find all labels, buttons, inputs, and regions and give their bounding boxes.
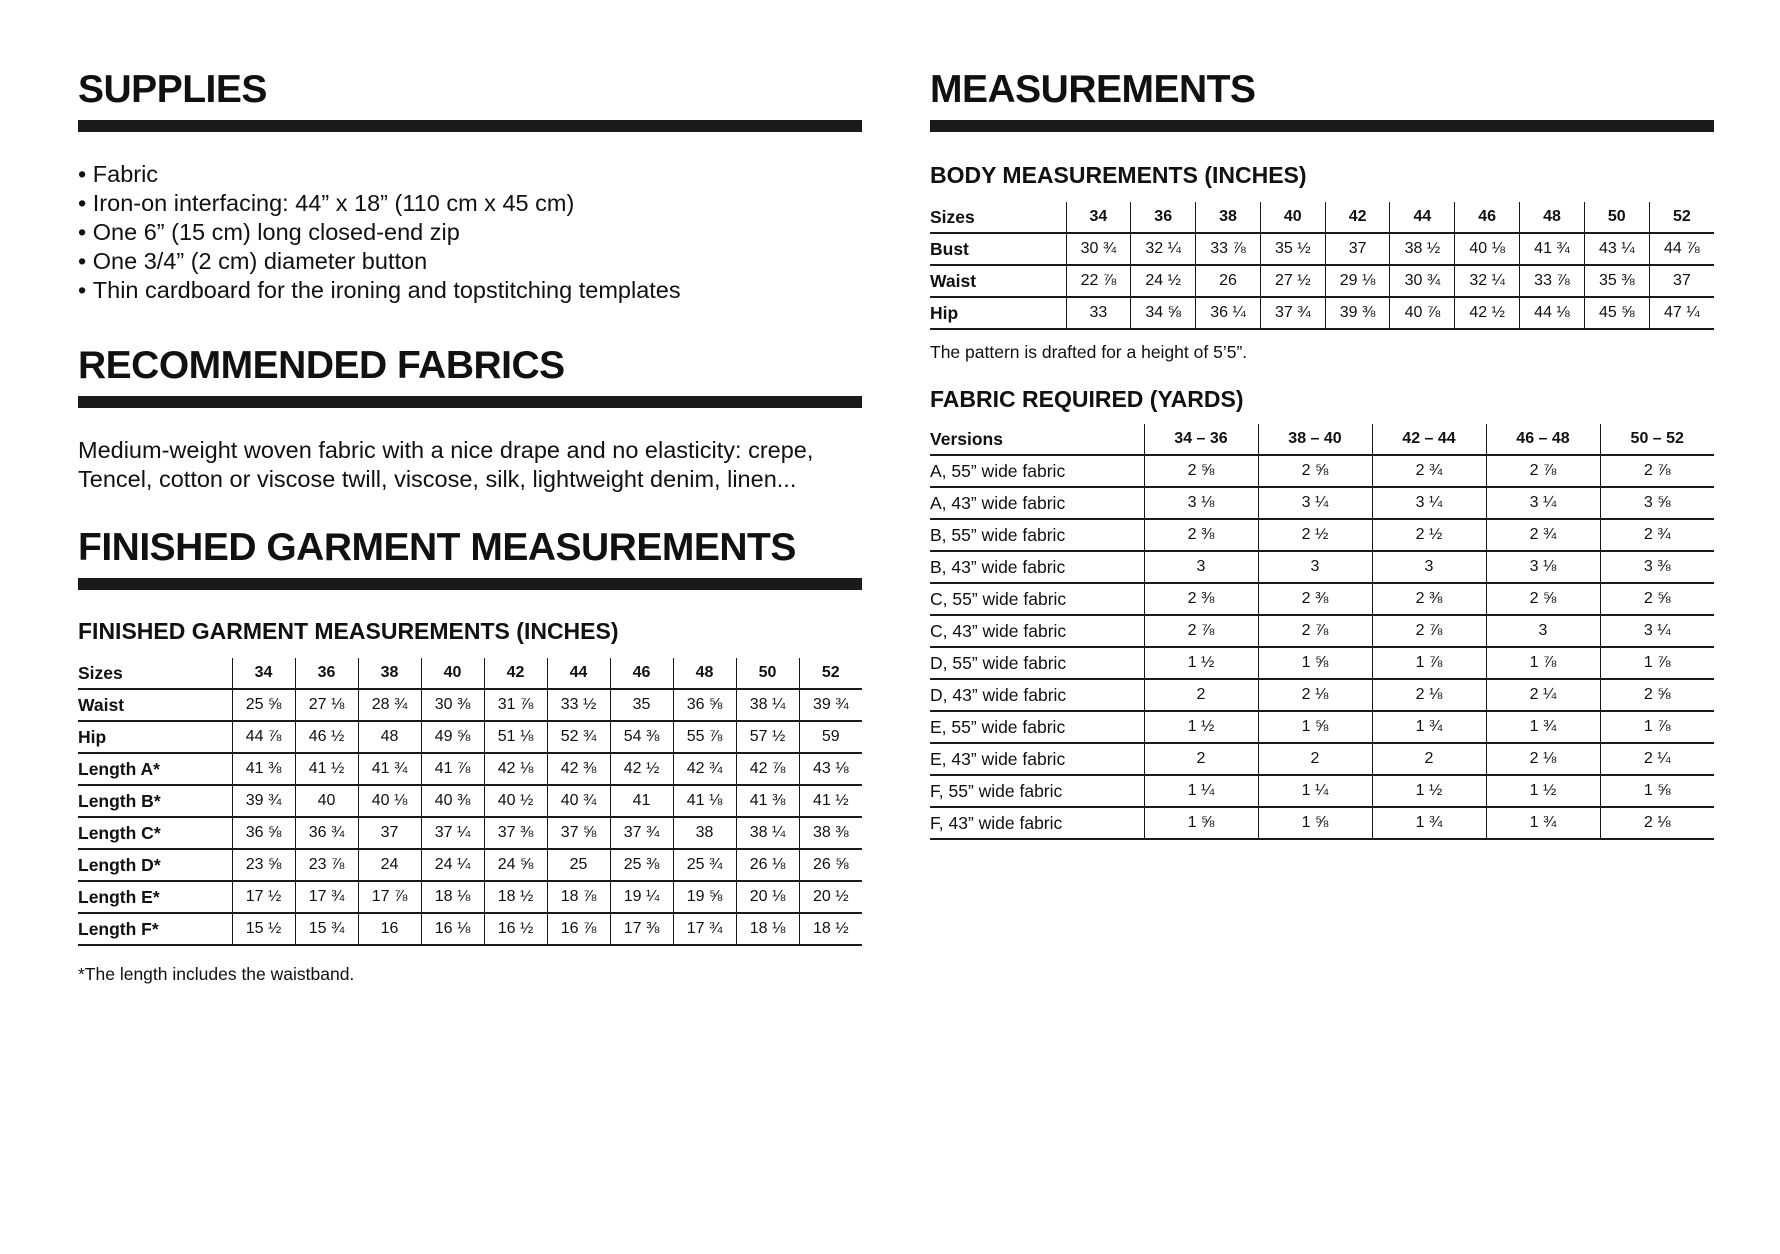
table-cell: 15 ½ [232, 913, 295, 945]
table-cell: 2 ⅛ [1258, 679, 1372, 711]
table-cell: 18 ⅛ [736, 913, 799, 945]
column-header: 48 [1520, 202, 1585, 233]
table-cell: 25 ⅝ [232, 689, 295, 721]
row-label: Length A* [78, 753, 232, 785]
table-cell: 37 ¼ [421, 817, 484, 849]
table-cell: 3 ⅛ [1144, 487, 1258, 519]
column-header: 50 [1584, 202, 1649, 233]
table-cell: 44 ⅞ [232, 721, 295, 753]
row-label: Bust [930, 233, 1066, 265]
table-cell: 26 [1196, 265, 1261, 297]
table-row [78, 785, 862, 817]
table-cell: 1 ⅝ [1144, 807, 1258, 839]
table-corner-label: Sizes [78, 658, 232, 689]
table-cell: 1 ½ [1144, 711, 1258, 743]
table-cell: 44 ⅛ [1520, 297, 1585, 329]
table-cell: 22 ⅞ [1066, 265, 1131, 297]
row-label: B, 43” wide fabric [930, 551, 1144, 583]
table-row [930, 807, 1714, 839]
table-cell: 36 ¼ [1196, 297, 1261, 329]
table-cell: 1 ⅞ [1600, 711, 1714, 743]
table-cell: 42 ½ [1455, 297, 1520, 329]
table-cell: 3 ⅜ [1600, 551, 1714, 583]
table-cell: 30 ¾ [1390, 265, 1455, 297]
table-row [930, 711, 1714, 743]
table-cell: 3 ¼ [1486, 487, 1600, 519]
column-header: 36 [1131, 202, 1196, 233]
row-label: Length F* [78, 913, 232, 945]
table-cell: 41 ⅜ [232, 753, 295, 785]
table-cell: 25 ⅜ [610, 849, 673, 881]
table-cell: 2 ¼ [1600, 743, 1714, 775]
table-cell: 1 ⅝ [1258, 807, 1372, 839]
column-header: 36 [295, 658, 358, 689]
measurements-heading: MEASUREMENTS [930, 68, 1256, 111]
table-cell: 41 ¾ [358, 753, 421, 785]
table-header-row [930, 424, 1714, 455]
table-cell: 42 ⅜ [547, 753, 610, 785]
table-row [78, 849, 862, 881]
table-cell: 23 ⅝ [232, 849, 295, 881]
table-cell: 32 ¼ [1131, 233, 1196, 265]
column-header: 44 [547, 658, 610, 689]
table-cell: 40 ¾ [547, 785, 610, 817]
table-cell: 3 [1144, 551, 1258, 583]
table-cell: 49 ⅝ [421, 721, 484, 753]
table-row [930, 297, 1714, 329]
table-cell: 41 ⅛ [673, 785, 736, 817]
recommended-fabrics-text: Medium-weight woven fabric with a nice drape and no elasticity: crepe, Tencel, cotton or viscose twill, viscose, silk, lightweight denim, linen... [78, 437, 814, 492]
table-cell: 1 ⅞ [1372, 647, 1486, 679]
table-row [930, 743, 1714, 775]
table-cell: 18 ⅞ [547, 881, 610, 913]
row-label: C, 55” wide fabric [930, 583, 1144, 615]
supply-item: • One 6” (15 cm) long closed-end zip [78, 218, 681, 247]
table-cell: 2 ⅜ [1372, 583, 1486, 615]
table-cell: 17 ⅜ [610, 913, 673, 945]
finished-garment-heading: FINISHED GARMENT MEASUREMENTS [78, 526, 796, 569]
table-cell: 37 [1649, 265, 1714, 297]
table-row [930, 551, 1714, 583]
table-cell: 24 ¼ [421, 849, 484, 881]
row-label: B, 55” wide fabric [930, 519, 1144, 551]
row-label: Hip [930, 297, 1066, 329]
table-cell: 25 [547, 849, 610, 881]
table-cell: 30 ¾ [1066, 233, 1131, 265]
table-row [930, 775, 1714, 807]
table-cell: 47 ¼ [1649, 297, 1714, 329]
recommended-fabrics-heading: RECOMMENDED FABRICS [78, 344, 565, 387]
table-cell: 2 ⅜ [1144, 519, 1258, 551]
column-header: 34 [232, 658, 295, 689]
measurements-divider [930, 120, 1714, 132]
table-cell: 36 ⅝ [673, 689, 736, 721]
table-cell: 3 ⅝ [1600, 487, 1714, 519]
column-header: 34 [1066, 202, 1131, 233]
row-label: F, 55” wide fabric [930, 775, 1144, 807]
table-cell: 1 ⅝ [1258, 647, 1372, 679]
table-cell: 24 [358, 849, 421, 881]
table-cell: 2 ⅛ [1372, 679, 1486, 711]
fabric-required-table [930, 424, 1714, 840]
table-cell: 44 ⅞ [1649, 233, 1714, 265]
table-cell: 1 ⅝ [1600, 775, 1714, 807]
table-cell: 31 ⅞ [484, 689, 547, 721]
table-cell: 23 ⅞ [295, 849, 358, 881]
table-cell: 19 ⅝ [673, 881, 736, 913]
supply-item: • Thin cardboard for the ironing and topstitching templates [78, 276, 681, 305]
row-label: C, 43” wide fabric [930, 615, 1144, 647]
supply-item: • One 3/4” (2 cm) diameter button [78, 247, 681, 276]
table-cell: 33 ½ [547, 689, 610, 721]
table-row [930, 615, 1714, 647]
table-cell: 41 [610, 785, 673, 817]
table-cell: 2 ⅞ [1372, 615, 1486, 647]
table-cell: 37 ¾ [610, 817, 673, 849]
table-cell: 17 ½ [232, 881, 295, 913]
table-cell: 18 ½ [799, 913, 862, 945]
column-header: 52 [799, 658, 862, 689]
supplies-heading: SUPPLIES [78, 68, 267, 111]
row-label: D, 43” wide fabric [930, 679, 1144, 711]
table-cell: 3 ¼ [1372, 487, 1486, 519]
table-cell: 1 ¾ [1372, 711, 1486, 743]
table-cell: 24 ⅝ [484, 849, 547, 881]
table-cell: 3 [1486, 615, 1600, 647]
table-cell: 2 ⅜ [1144, 583, 1258, 615]
table-cell: 1 ½ [1372, 775, 1486, 807]
table-cell: 17 ¾ [295, 881, 358, 913]
body-measurements-subheading: BODY MEASUREMENTS (INCHES) [930, 162, 1307, 188]
table-header-row [930, 202, 1714, 233]
table-cell: 39 ¾ [232, 785, 295, 817]
table-cell: 37 [1325, 233, 1390, 265]
table-cell: 27 ⅛ [295, 689, 358, 721]
table-cell: 19 ¼ [610, 881, 673, 913]
table-cell: 38 ¼ [736, 689, 799, 721]
table-cell: 43 ¼ [1584, 233, 1649, 265]
row-label: Hip [78, 721, 232, 753]
table-cell: 37 [358, 817, 421, 849]
table-cell: 3 [1258, 551, 1372, 583]
table-cell: 2 ⅝ [1144, 455, 1258, 487]
table-cell: 3 ¼ [1258, 487, 1372, 519]
supply-item: • Iron-on interfacing: 44” x 18” (110 cm x 45 cm) [78, 189, 681, 218]
table-cell: 32 ¼ [1455, 265, 1520, 297]
row-label: Length D* [78, 849, 232, 881]
table-cell: 2 ¼ [1486, 679, 1600, 711]
table-cell: 45 ⅝ [1584, 297, 1649, 329]
table-cell: 37 ¾ [1260, 297, 1325, 329]
table-cell: 35 ⅜ [1584, 265, 1649, 297]
table-cell: 42 ½ [610, 753, 673, 785]
table-cell: 48 [358, 721, 421, 753]
table-cell: 41 ½ [295, 753, 358, 785]
table-row [930, 265, 1714, 297]
table-cell: 55 ⅞ [673, 721, 736, 753]
table-cell: 59 [799, 721, 862, 753]
table-cell: 20 ⅛ [736, 881, 799, 913]
table-cell: 2 ⅞ [1258, 615, 1372, 647]
table-cell: 33 ⅞ [1520, 265, 1585, 297]
body-measurements-note: The pattern is drafted for a height of 5’5”. [930, 342, 1248, 362]
row-label: E, 55” wide fabric [930, 711, 1144, 743]
table-cell: 52 ¾ [547, 721, 610, 753]
table-cell: 40 ⅜ [421, 785, 484, 817]
table-cell: 3 ⅛ [1486, 551, 1600, 583]
table-corner-label: Versions [930, 424, 1144, 455]
table-cell: 2 [1144, 679, 1258, 711]
table-cell: 1 ⅞ [1600, 647, 1714, 679]
table-cell: 38 ¼ [736, 817, 799, 849]
finished-garment-subheading: FINISHED GARMENT MEASUREMENTS (INCHES) [78, 618, 619, 644]
table-cell: 41 ⅜ [736, 785, 799, 817]
table-row [78, 689, 862, 721]
fabric-required-subheading: FABRIC REQUIRED (YARDS) [930, 386, 1244, 412]
table-cell: 2 ⅝ [1600, 679, 1714, 711]
table-cell: 40 ⅞ [1390, 297, 1455, 329]
column-header: 46 [610, 658, 673, 689]
table-row [930, 487, 1714, 519]
table-row [78, 913, 862, 945]
table-row [930, 583, 1714, 615]
table-cell: 1 ½ [1486, 775, 1600, 807]
table-cell: 51 ⅛ [484, 721, 547, 753]
table-cell: 2 ⅜ [1258, 583, 1372, 615]
table-cell: 38 ½ [1390, 233, 1455, 265]
column-header: 52 [1649, 202, 1714, 233]
table-cell: 1 ⅞ [1486, 647, 1600, 679]
finished-garment-table [78, 658, 862, 946]
table-cell: 42 ¾ [673, 753, 736, 785]
column-header: 50 [736, 658, 799, 689]
table-cell: 1 ⅝ [1258, 711, 1372, 743]
recommended-fabrics-divider [78, 396, 862, 408]
table-cell: 27 ½ [1260, 265, 1325, 297]
table-cell: 40 ⅛ [358, 785, 421, 817]
table-cell: 1 ¾ [1486, 711, 1600, 743]
table-cell: 26 ⅝ [799, 849, 862, 881]
row-label: A, 43” wide fabric [930, 487, 1144, 519]
column-header: 46 [1455, 202, 1520, 233]
table-cell: 17 ⅞ [358, 881, 421, 913]
table-cell: 2 ⅝ [1600, 583, 1714, 615]
table-cell: 2 ⅝ [1486, 583, 1600, 615]
table-cell: 38 [673, 817, 736, 849]
table-cell: 40 ½ [484, 785, 547, 817]
body-measurements-table [930, 202, 1714, 330]
table-row [78, 881, 862, 913]
table-row [930, 233, 1714, 265]
table-cell: 16 ⅞ [547, 913, 610, 945]
table-cell: 37 ⅜ [484, 817, 547, 849]
table-cell: 41 ¾ [1520, 233, 1585, 265]
table-cell: 28 ¾ [358, 689, 421, 721]
table-cell: 30 ⅜ [421, 689, 484, 721]
table-header-row [78, 658, 862, 689]
table-cell: 2 ⅞ [1144, 615, 1258, 647]
row-label: D, 55” wide fabric [930, 647, 1144, 679]
table-cell: 35 ½ [1260, 233, 1325, 265]
column-header: 42 [1325, 202, 1390, 233]
supplies-divider [78, 120, 862, 132]
column-header: 38 – 40 [1258, 424, 1372, 455]
table-cell: 2 ¾ [1486, 519, 1600, 551]
table-cell: 34 ⅝ [1131, 297, 1196, 329]
table-cell: 18 ½ [484, 881, 547, 913]
table-cell: 1 ¾ [1486, 807, 1600, 839]
table-cell: 39 ⅜ [1325, 297, 1390, 329]
row-label: Length B* [78, 785, 232, 817]
table-cell: 2 ¾ [1600, 519, 1714, 551]
table-cell: 33 [1066, 297, 1131, 329]
supply-item: • Fabric [78, 160, 681, 189]
table-cell: 20 ½ [799, 881, 862, 913]
table-cell: 42 ⅞ [736, 753, 799, 785]
table-cell: 3 [1372, 551, 1486, 583]
table-cell: 2 ¾ [1372, 455, 1486, 487]
table-cell: 36 ¾ [295, 817, 358, 849]
table-cell: 29 ⅛ [1325, 265, 1390, 297]
table-cell: 2 ⅛ [1486, 743, 1600, 775]
table-cell: 2 [1372, 743, 1486, 775]
column-header: 40 [1260, 202, 1325, 233]
column-header: 50 – 52 [1600, 424, 1714, 455]
table-cell: 33 ⅞ [1196, 233, 1261, 265]
table-row [930, 455, 1714, 487]
table-cell: 26 ⅛ [736, 849, 799, 881]
table-cell: 17 ¾ [673, 913, 736, 945]
supplies-list [78, 160, 681, 305]
table-cell: 2 ⅝ [1258, 455, 1372, 487]
table-cell: 2 [1144, 743, 1258, 775]
table-cell: 1 ½ [1144, 647, 1258, 679]
column-header: 38 [1196, 202, 1261, 233]
table-cell: 57 ½ [736, 721, 799, 753]
row-label: Waist [78, 689, 232, 721]
table-cell: 2 ½ [1258, 519, 1372, 551]
row-label: Length E* [78, 881, 232, 913]
table-cell: 2 ⅞ [1600, 455, 1714, 487]
table-cell: 16 [358, 913, 421, 945]
table-cell: 3 ¼ [1600, 615, 1714, 647]
table-cell: 16 ½ [484, 913, 547, 945]
table-row [78, 753, 862, 785]
row-label: A, 55” wide fabric [930, 455, 1144, 487]
column-header: 40 [421, 658, 484, 689]
table-cell: 39 ¾ [799, 689, 862, 721]
table-cell: 2 ½ [1372, 519, 1486, 551]
table-cell: 16 ⅛ [421, 913, 484, 945]
finished-garment-footnote: *The length includes the waistband. [78, 964, 355, 984]
table-cell: 46 ½ [295, 721, 358, 753]
table-cell: 41 ⅞ [421, 753, 484, 785]
column-header: 44 [1390, 202, 1455, 233]
table-cell: 1 ¼ [1144, 775, 1258, 807]
table-cell: 38 ⅜ [799, 817, 862, 849]
table-cell: 18 ⅛ [421, 881, 484, 913]
column-header: 46 – 48 [1486, 424, 1600, 455]
table-cell: 54 ⅜ [610, 721, 673, 753]
column-header: 34 – 36 [1144, 424, 1258, 455]
table-row [930, 679, 1714, 711]
table-row [930, 647, 1714, 679]
table-cell: 43 ⅛ [799, 753, 862, 785]
column-header: 42 – 44 [1372, 424, 1486, 455]
table-row [930, 519, 1714, 551]
column-header: 38 [358, 658, 421, 689]
finished-garment-divider [78, 578, 862, 590]
table-corner-label: Sizes [930, 202, 1066, 233]
table-cell: 40 [295, 785, 358, 817]
table-cell: 37 ⅝ [547, 817, 610, 849]
table-cell: 2 [1258, 743, 1372, 775]
row-label: E, 43” wide fabric [930, 743, 1144, 775]
table-cell: 2 ⅞ [1486, 455, 1600, 487]
table-row [78, 721, 862, 753]
table-cell: 35 [610, 689, 673, 721]
column-header: 42 [484, 658, 547, 689]
row-label: Length C* [78, 817, 232, 849]
table-cell: 41 ½ [799, 785, 862, 817]
table-cell: 40 ⅛ [1455, 233, 1520, 265]
table-cell: 36 ⅝ [232, 817, 295, 849]
table-cell: 1 ¼ [1258, 775, 1372, 807]
row-label: Waist [930, 265, 1066, 297]
table-cell: 1 ¾ [1372, 807, 1486, 839]
table-cell: 24 ½ [1131, 265, 1196, 297]
table-row [78, 817, 862, 849]
table-cell: 15 ¾ [295, 913, 358, 945]
column-header: 48 [673, 658, 736, 689]
table-cell: 2 ⅛ [1600, 807, 1714, 839]
row-label: F, 43” wide fabric [930, 807, 1144, 839]
table-cell: 42 ⅛ [484, 753, 547, 785]
table-cell: 25 ¾ [673, 849, 736, 881]
